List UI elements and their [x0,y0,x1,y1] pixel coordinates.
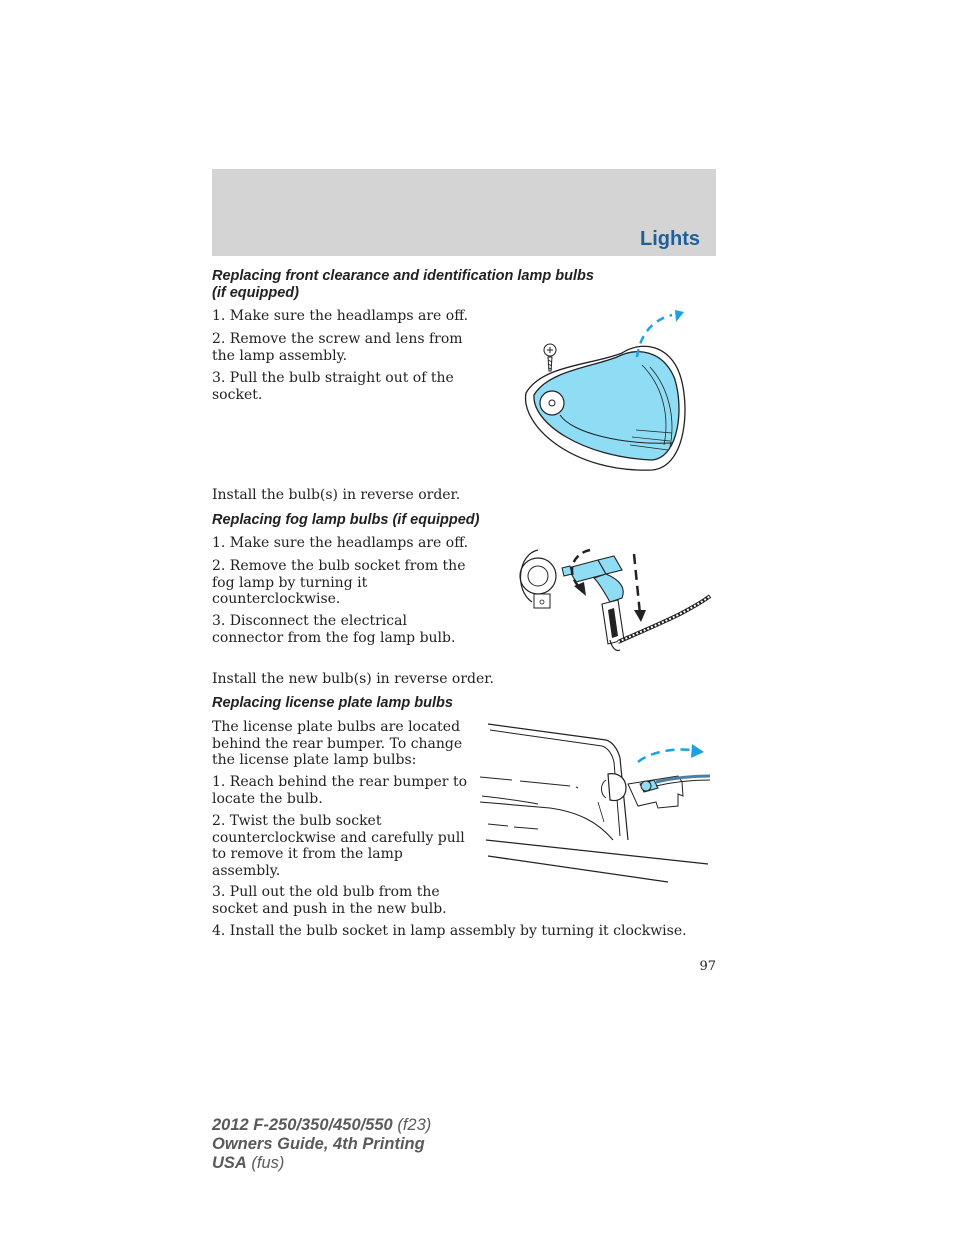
document-footer [212,1116,431,1173]
license-lamp-illustration [478,722,714,888]
text-line: locate the bulb. [212,790,323,807]
fog-lamp-heading: Replacing fog lamp bulbs (if equipped) [212,512,480,528]
fog-step-3 [212,613,455,646]
license-step-3 [212,884,447,917]
footer-market: USA [212,1154,247,1172]
license-step-4: 4. Install the bulb socket in lamp assembly by turning it clockwise. [212,923,687,939]
text-line: 3. Pull out the old bulb from the [212,884,440,900]
text-line: socket. [212,386,263,403]
clearance-lamp-heading [212,268,594,302]
license-step-2 [212,813,465,879]
clearance-step-3 [212,370,454,403]
text-line: socket and push in the new bulb. [212,900,447,917]
heading-line: Replacing front clearance and identification lamp bulbs [212,268,594,284]
fog-install-note: Install the new bulb(s) in reverse order. [212,671,494,687]
footer-line-2: Owners Guide, 4th Printing [212,1135,425,1153]
text-line: to remove it from the lamp [212,846,403,862]
clearance-lamp-illustration [512,305,692,475]
heading-line: (if equipped) [212,285,299,301]
footer-market-code: (fus) [246,1154,285,1172]
license-step-1 [212,774,467,807]
fog-step-2 [212,558,465,608]
page-number: 97 [699,959,716,974]
text-line: behind the rear bumper. To change [212,735,463,752]
text-line: the license plate lamp bulbs: [212,752,417,768]
footer-model-code: (f23) [392,1116,432,1134]
fog-step-1: 1. Make sure the headlamps are off. [212,535,469,551]
text-line: fog lamp by turning it [212,574,368,591]
section-header-band [212,169,716,256]
license-intro [212,719,462,769]
clearance-step-1: 1. Make sure the headlamps are off. [212,308,469,324]
footer-line-1 [212,1116,431,1135]
text-line: assembly. [212,862,281,879]
text-line: counterclockwise and carefully pull [212,829,465,846]
clearance-install-note: Install the bulb(s) in reverse order. [212,487,461,503]
text-line: 2. Remove the screw and lens from [212,331,463,347]
text-line: 3. Pull the bulb straight out of the [212,370,454,386]
footer-model: 2012 F-250/350/450/550 [212,1116,393,1134]
section-title: Lights [640,228,700,250]
text-line: connector from the fog lamp bulb. [212,629,456,646]
text-line: 1. Reach behind the rear bumper to [212,774,468,790]
text-line: 2. Twist the bulb socket [212,813,382,829]
fog-lamp-illustration [510,540,715,658]
text-line: The license plate bulbs are located [212,719,461,735]
text-line: the lamp assembly. [212,347,348,364]
text-line: counterclockwise. [212,591,341,607]
footer-line-3 [212,1154,431,1173]
license-lamp-heading: Replacing license plate lamp bulbs [212,695,453,711]
text-line: 2. Remove the bulb socket from the [212,558,466,574]
text-line: 3. Disconnect the electrical [212,613,407,629]
clearance-step-2 [212,331,463,364]
